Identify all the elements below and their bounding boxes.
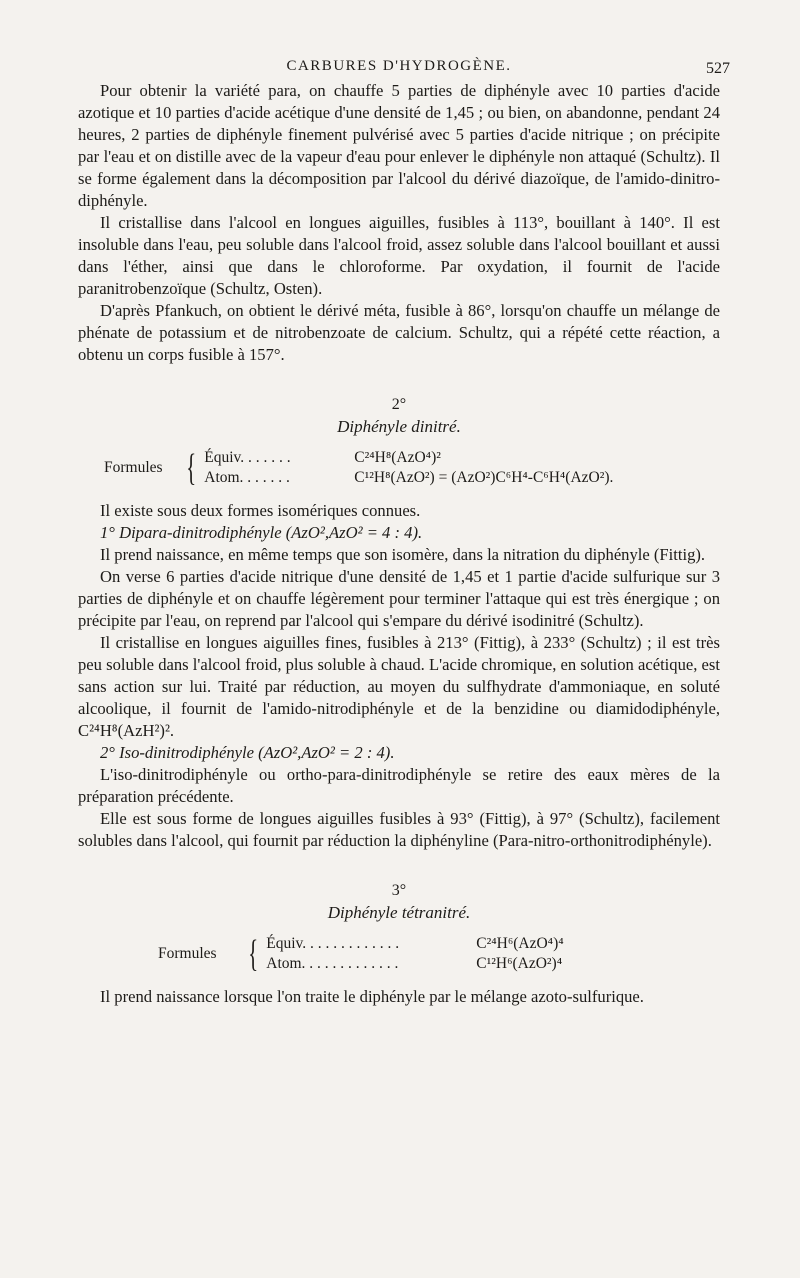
paragraph: Il prend naissance, en même temps que son isomère, dans la nitration du diphényle (Fittig).: [100, 545, 706, 564]
section-title: Diphényle tétranitré.: [327, 903, 471, 922]
section-3: [78, 880, 720, 1008]
formula-value: C¹²H⁸(AzO²) = (AzO²)C⁶H⁴-C⁶H⁴(AzO²).: [354, 469, 614, 486]
subheading-dipara: 1° Dipara-dinitrodiphényle (AzO²,AzO² = 4 : 4).: [100, 523, 423, 542]
formula-rows: [204, 448, 613, 488]
paragraph: L'iso-dinitrodiphényle ou ortho-para-dinitrodiphényle se retire des eaux mères de la préparation précédente.: [78, 765, 720, 806]
section-2: [78, 394, 720, 852]
formula-kind: Atom. . . . . . .: [204, 469, 290, 486]
formula-rows: [266, 934, 563, 974]
paragraph: Il cristallise en longues aiguilles fines, fusibles à 213° (Fittig), à 233° (Schultz) ; il est très peu soluble dans l'alcool froid, plus soluble à chaud. L'acide chromique, en solution acétique, est sans action sur lui. Traité par réduction, au moyen du sulfhydrate d'ammoniaque, en soluté alcoolique, il fournit de l'amido-nitrodiphényle et de la benzidine ou diamidodiphényle, C²⁴H⁸(AzH²)².: [78, 633, 720, 740]
formula-kind: Équiv. . . . . . . . . . . . .: [266, 935, 400, 952]
paragraph: On verse 6 parties d'acide nitrique d'une densité de 1,45 et 1 partie d'acide sulfurique sur 3 parties de diphényle et on chauffe légèrement pour terminer l'attaque qui est très énergique ; on précipite par l'eau, on reprend par l'alcool qui s'empare du dérivé isodinitré (Schultz).: [78, 567, 720, 630]
formula-row: [204, 448, 613, 468]
formula-kind: Équiv. . . . . . .: [204, 449, 291, 466]
formula-kind: Atom. . . . . . . . . . . . .: [266, 955, 399, 972]
brace-glyph: {: [186, 447, 197, 489]
formula-block: [104, 448, 720, 488]
paragraph: Pour obtenir la variété para, on chauffe 5 parties de diphényle avec 10 parties d'acide azotique et 10 parties d'acide acétique d'une densité de 1,45 ; ou bien, on abandonne, pendant 24 heures, 2 parties de diphényle finement pulvérisé avec 5 parties d'acide nitrique ; on précipite par l'eau et on distille avec de la vapeur d'eau pour enlever le diphényle non attaqué (Schultz). Il se forme également dans la décomposition par l'alcool du dérivé diazoïque, de l'amido-dinitro-diphényle.: [78, 81, 720, 210]
formula-value: C²⁴H⁸(AzO⁴)²: [354, 449, 441, 466]
section-number: 3°: [391, 882, 407, 899]
formula-row: [204, 468, 613, 488]
formula-value: C²⁴H⁶(AzO⁴)⁴: [476, 935, 564, 952]
formula-row: [266, 934, 563, 954]
formulas-label: Formules: [158, 945, 217, 962]
paragraph: Il prend naissance lorsque l'on traite le diphényle par le mélange azoto-sulfurique.: [100, 987, 644, 1006]
subheading-iso: 2° Iso-dinitrodiphényle (AzO²,AzO² = 2 : 4).: [100, 743, 395, 762]
page-number: 527: [706, 60, 730, 77]
section-number: 2°: [391, 396, 407, 413]
paragraph: Il existe sous deux formes isomériques connues.: [100, 501, 421, 520]
formula-value: C¹²H⁶(AzO²)⁴: [476, 955, 563, 972]
formula-block: [158, 934, 720, 974]
page-header: [78, 50, 730, 80]
paragraph: Elle est sous forme de longues aiguilles fusibles à 93° (Fittig), à 97° (Schultz), facilement solubles dans l'alcool, qui fournit par réduction la diphényline (Para-nitro-orthonitrodiphényle).: [78, 809, 720, 850]
section-title: Diphényle dinitré.: [337, 417, 461, 436]
intro-section: [78, 80, 720, 366]
formula-row: [266, 954, 563, 974]
paragraph: Il cristallise dans l'alcool en longues aiguilles, fusibles à 113°, bouillant à 140°. Il est insoluble dans l'eau, peu soluble dans l'alcool froid, assez soluble dans l'alcool bouillant et aussi dans l'éther, ainsi que dans le chloroforme. Par oxydation, il fournit de l'acide paranitrobenzoïque (Schultz, Osten).: [78, 213, 720, 298]
brace-glyph: {: [248, 933, 259, 975]
formulas-label: Formules: [104, 459, 163, 476]
paragraph: D'après Pfankuch, on obtient le dérivé méta, fusible à 86°, lorsqu'on chauffe un mélange de phénate de potassium et de nitrobenzoate de calcium. Schultz, qui a répété cette réaction, a obtenu un corps fusible à 157°.: [78, 301, 720, 364]
running-head: CARBURES D'HYDROGÈNE.: [286, 58, 512, 74]
